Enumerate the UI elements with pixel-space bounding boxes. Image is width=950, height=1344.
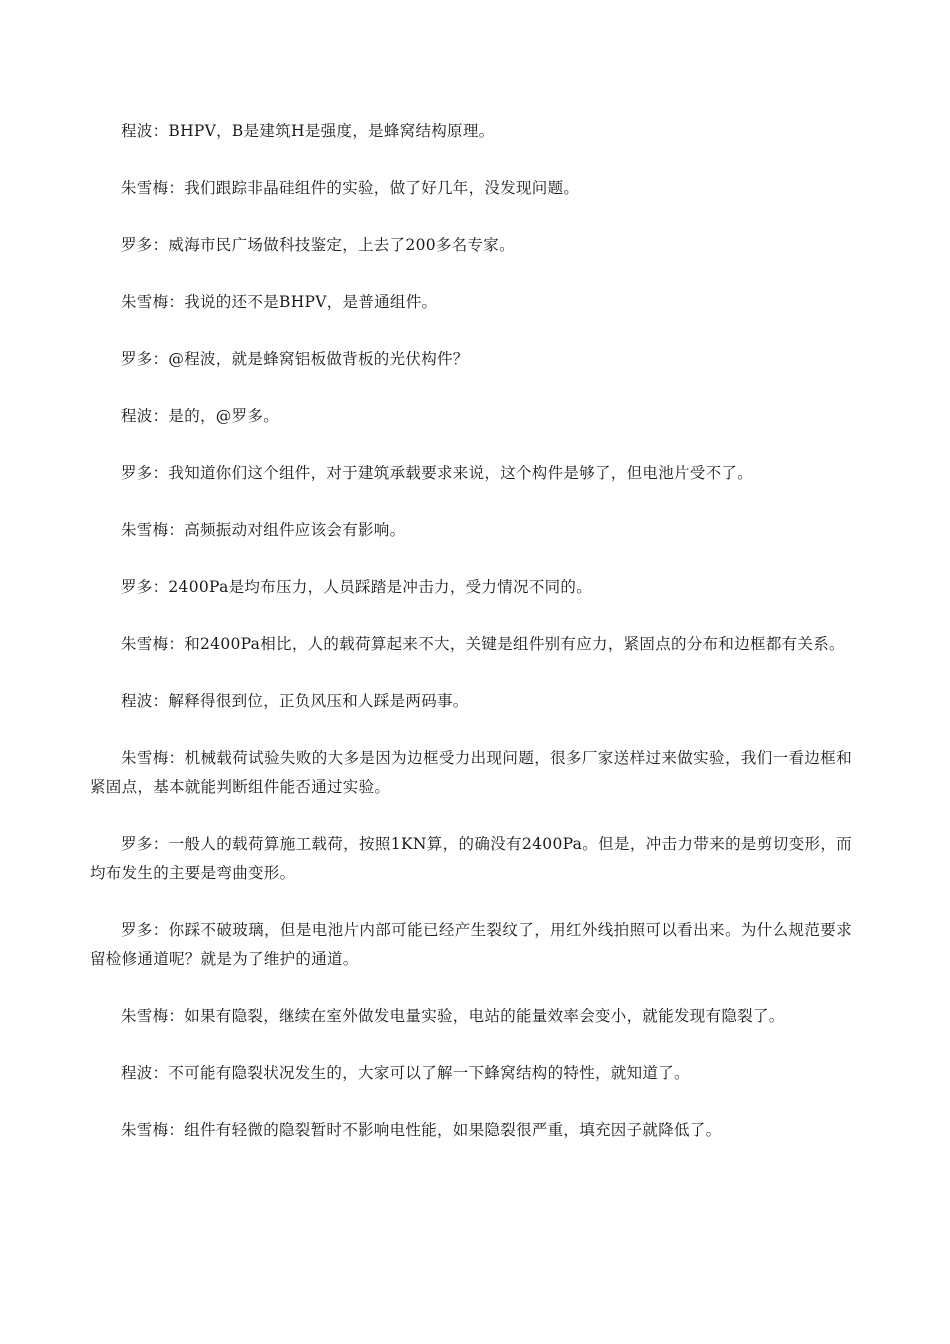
paragraph: 罗多：一般人的载荷算施工载荷，按照1KN算，的确没有2400Pa。但是，冲击力带来的是剪切变形，而均布发生的主要是弯曲变形。 (90, 835, 852, 882)
paragraph: 朱雪梅：组件有轻微的隐裂暂时不影响电性能，如果隐裂很严重，填充因子就降低了。 (121, 1121, 722, 1139)
paragraph: 程波：BHPV，B是建筑H是强度，是蜂窝结构原理。 (121, 122, 495, 140)
paragraph: 罗多：我知道你们这个组件，对于建筑承载要求来说，这个构件是够了，但电池片受不了。 (121, 464, 754, 482)
paragraph: 罗多：2400Pa是均布压力，人员踩踏是冲击力，受力情况不同的。 (121, 578, 593, 596)
paragraph: 朱雪梅：高频振动对组件应该会有影响。 (121, 521, 406, 539)
paragraph: 朱雪梅：如果有隐裂，继续在室外做发电量实验，电站的能量效率会变小，就能发现有隐裂了。 (121, 1007, 785, 1025)
paragraph: 罗多：@程波，就是蜂窝铝板做背板的光伏构件？ (121, 350, 469, 368)
paragraph: 程波：是的，@罗多。 (121, 407, 280, 425)
paragraph: 朱雪梅：我说的还不是BHPV，是普通组件。 (121, 293, 438, 311)
paragraph: 朱雪梅：机械载荷试验失败的大多是因为边框受力出现问题，很多厂家送样过来做实验，我们一看边框和紧固点，基本就能判断组件能否通过实验。 (90, 749, 852, 796)
paragraph: 罗多：你踩不破玻璃，但是电池片内部可能已经产生裂纹了，用红外线拍照可以看出来。为什么规范要求留检修通道呢？就是为了维护的通道。 (90, 921, 852, 968)
dialogue-transcript (90, 117, 852, 1173)
paragraph: 程波：解释得很到位，正负风压和人踩是两码事。 (121, 692, 469, 710)
paragraph: 朱雪梅：我们跟踪非晶硅组件的实验，做了好几年，没发现问题。 (121, 179, 580, 197)
paragraph: 朱雪梅：和2400Pa相比，人的载荷算起来不大，关键是组件别有应力，紧固点的分布和边框都有关系。 (121, 635, 845, 653)
paragraph: 罗多：威海市民广场做科技鉴定，上去了200多名专家。 (121, 236, 515, 254)
paragraph: 程波：不可能有隐裂状况发生的，大家可以了解一下蜂窝结构的特性，就知道了。 (121, 1064, 690, 1082)
